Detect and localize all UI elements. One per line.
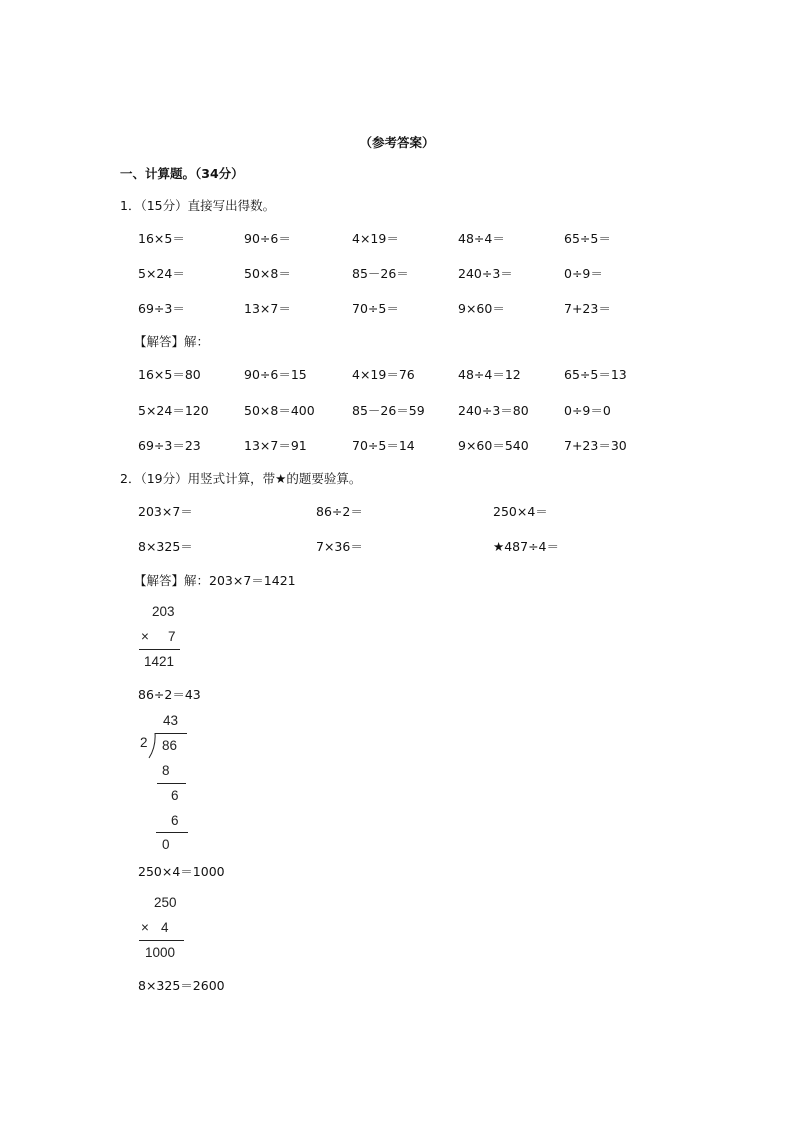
q1-item: 240÷3＝ xyxy=(458,266,513,281)
q2-item: 86÷2＝ xyxy=(316,504,363,519)
q1-item: 0÷9＝ xyxy=(564,266,603,281)
subtract-step: 8 xyxy=(162,763,170,778)
q1-item: 69÷3＝ xyxy=(138,301,185,316)
remainder-step: 6 xyxy=(171,788,179,803)
q1-item: 5×24＝ xyxy=(138,266,185,281)
q1-answer: 90÷6＝15 xyxy=(244,367,307,382)
q1-item: 4×19＝ xyxy=(352,231,399,246)
product: 1000 xyxy=(145,945,176,960)
page-title: （参考答案） xyxy=(359,135,435,150)
quotient: 43 xyxy=(163,713,179,728)
division-bracket xyxy=(147,733,159,759)
multiply-sign: × xyxy=(141,920,149,935)
q1-answer: 13×7＝91 xyxy=(244,438,307,453)
q1-item: 50×8＝ xyxy=(244,266,291,281)
q1-item: 16×5＝ xyxy=(138,231,185,246)
q1-item: 65÷5＝ xyxy=(564,231,611,246)
q1-item: 85－26＝ xyxy=(352,266,409,281)
multiplier: 4 xyxy=(161,920,169,935)
q2-item: 7×36＝ xyxy=(316,539,363,554)
multiplicand: 203 xyxy=(152,604,175,619)
q2-item: 250×4＝ xyxy=(493,504,548,519)
question-1-prompt: 1．（15分）直接写出得数。 xyxy=(120,198,276,213)
q1-item: 70÷5＝ xyxy=(352,301,399,316)
q2-item: 203×7＝ xyxy=(138,504,193,519)
q2-answer-equation: 86÷2＝43 xyxy=(138,687,201,702)
q1-item: 9×60＝ xyxy=(458,301,505,316)
q2-item: ★487÷4＝ xyxy=(493,539,559,554)
q1-answer: 70÷5＝14 xyxy=(352,438,415,453)
result-line xyxy=(139,649,180,650)
answer-label: 【解答】解： xyxy=(134,573,210,588)
multiply-sign: × xyxy=(141,629,149,644)
q1-item: 48÷4＝ xyxy=(458,231,505,246)
q1-answer: 50×8＝400 xyxy=(244,403,315,418)
q1-item: 90÷6＝ xyxy=(244,231,291,246)
q1-answer: 69÷3＝23 xyxy=(138,438,201,453)
q1-answer: 16×5＝80 xyxy=(138,367,201,382)
divisor: 2 xyxy=(140,735,148,750)
subtract-step: 6 xyxy=(171,813,179,828)
question-2-prompt: 2．（19分）用竖式计算，带★的题要验算。 xyxy=(120,471,362,486)
multiplier: 7 xyxy=(168,629,176,644)
q1-answer: 65÷5＝13 xyxy=(564,367,627,382)
result-line xyxy=(139,940,184,941)
q1-answer: 5×24＝120 xyxy=(138,403,209,418)
q2-answer-equation: 203×7＝1421 xyxy=(209,573,296,588)
answer-label: 【解答】解： xyxy=(134,334,210,349)
division-bar xyxy=(155,733,187,734)
subtract-line xyxy=(156,832,188,833)
q1-item: 7+23＝ xyxy=(564,301,611,316)
q1-item: 13×7＝ xyxy=(244,301,291,316)
q2-item: 8×325＝ xyxy=(138,539,193,554)
multiplicand: 250 xyxy=(154,895,177,910)
q1-answer: 85－26＝59 xyxy=(352,403,425,418)
section-heading: 一、计算题。（34分） xyxy=(120,166,244,181)
q2-answer-line xyxy=(134,575,296,588)
q1-answer: 7+23＝30 xyxy=(564,438,627,453)
final-remainder: 0 xyxy=(162,837,170,852)
q1-answer: 4×19＝76 xyxy=(352,367,415,382)
q1-answer: 240÷3＝80 xyxy=(458,403,529,418)
subtract-line xyxy=(157,783,186,784)
q1-answer: 48÷4＝12 xyxy=(458,367,521,382)
q2-answer-equation: 250×4＝1000 xyxy=(138,864,225,879)
q1-answer: 9×60＝540 xyxy=(458,438,529,453)
product: 1421 xyxy=(144,654,175,669)
q2-answer-equation: 8×325＝2600 xyxy=(138,978,225,993)
q1-answer: 0÷9＝0 xyxy=(564,403,611,418)
dividend: 86 xyxy=(162,738,178,753)
